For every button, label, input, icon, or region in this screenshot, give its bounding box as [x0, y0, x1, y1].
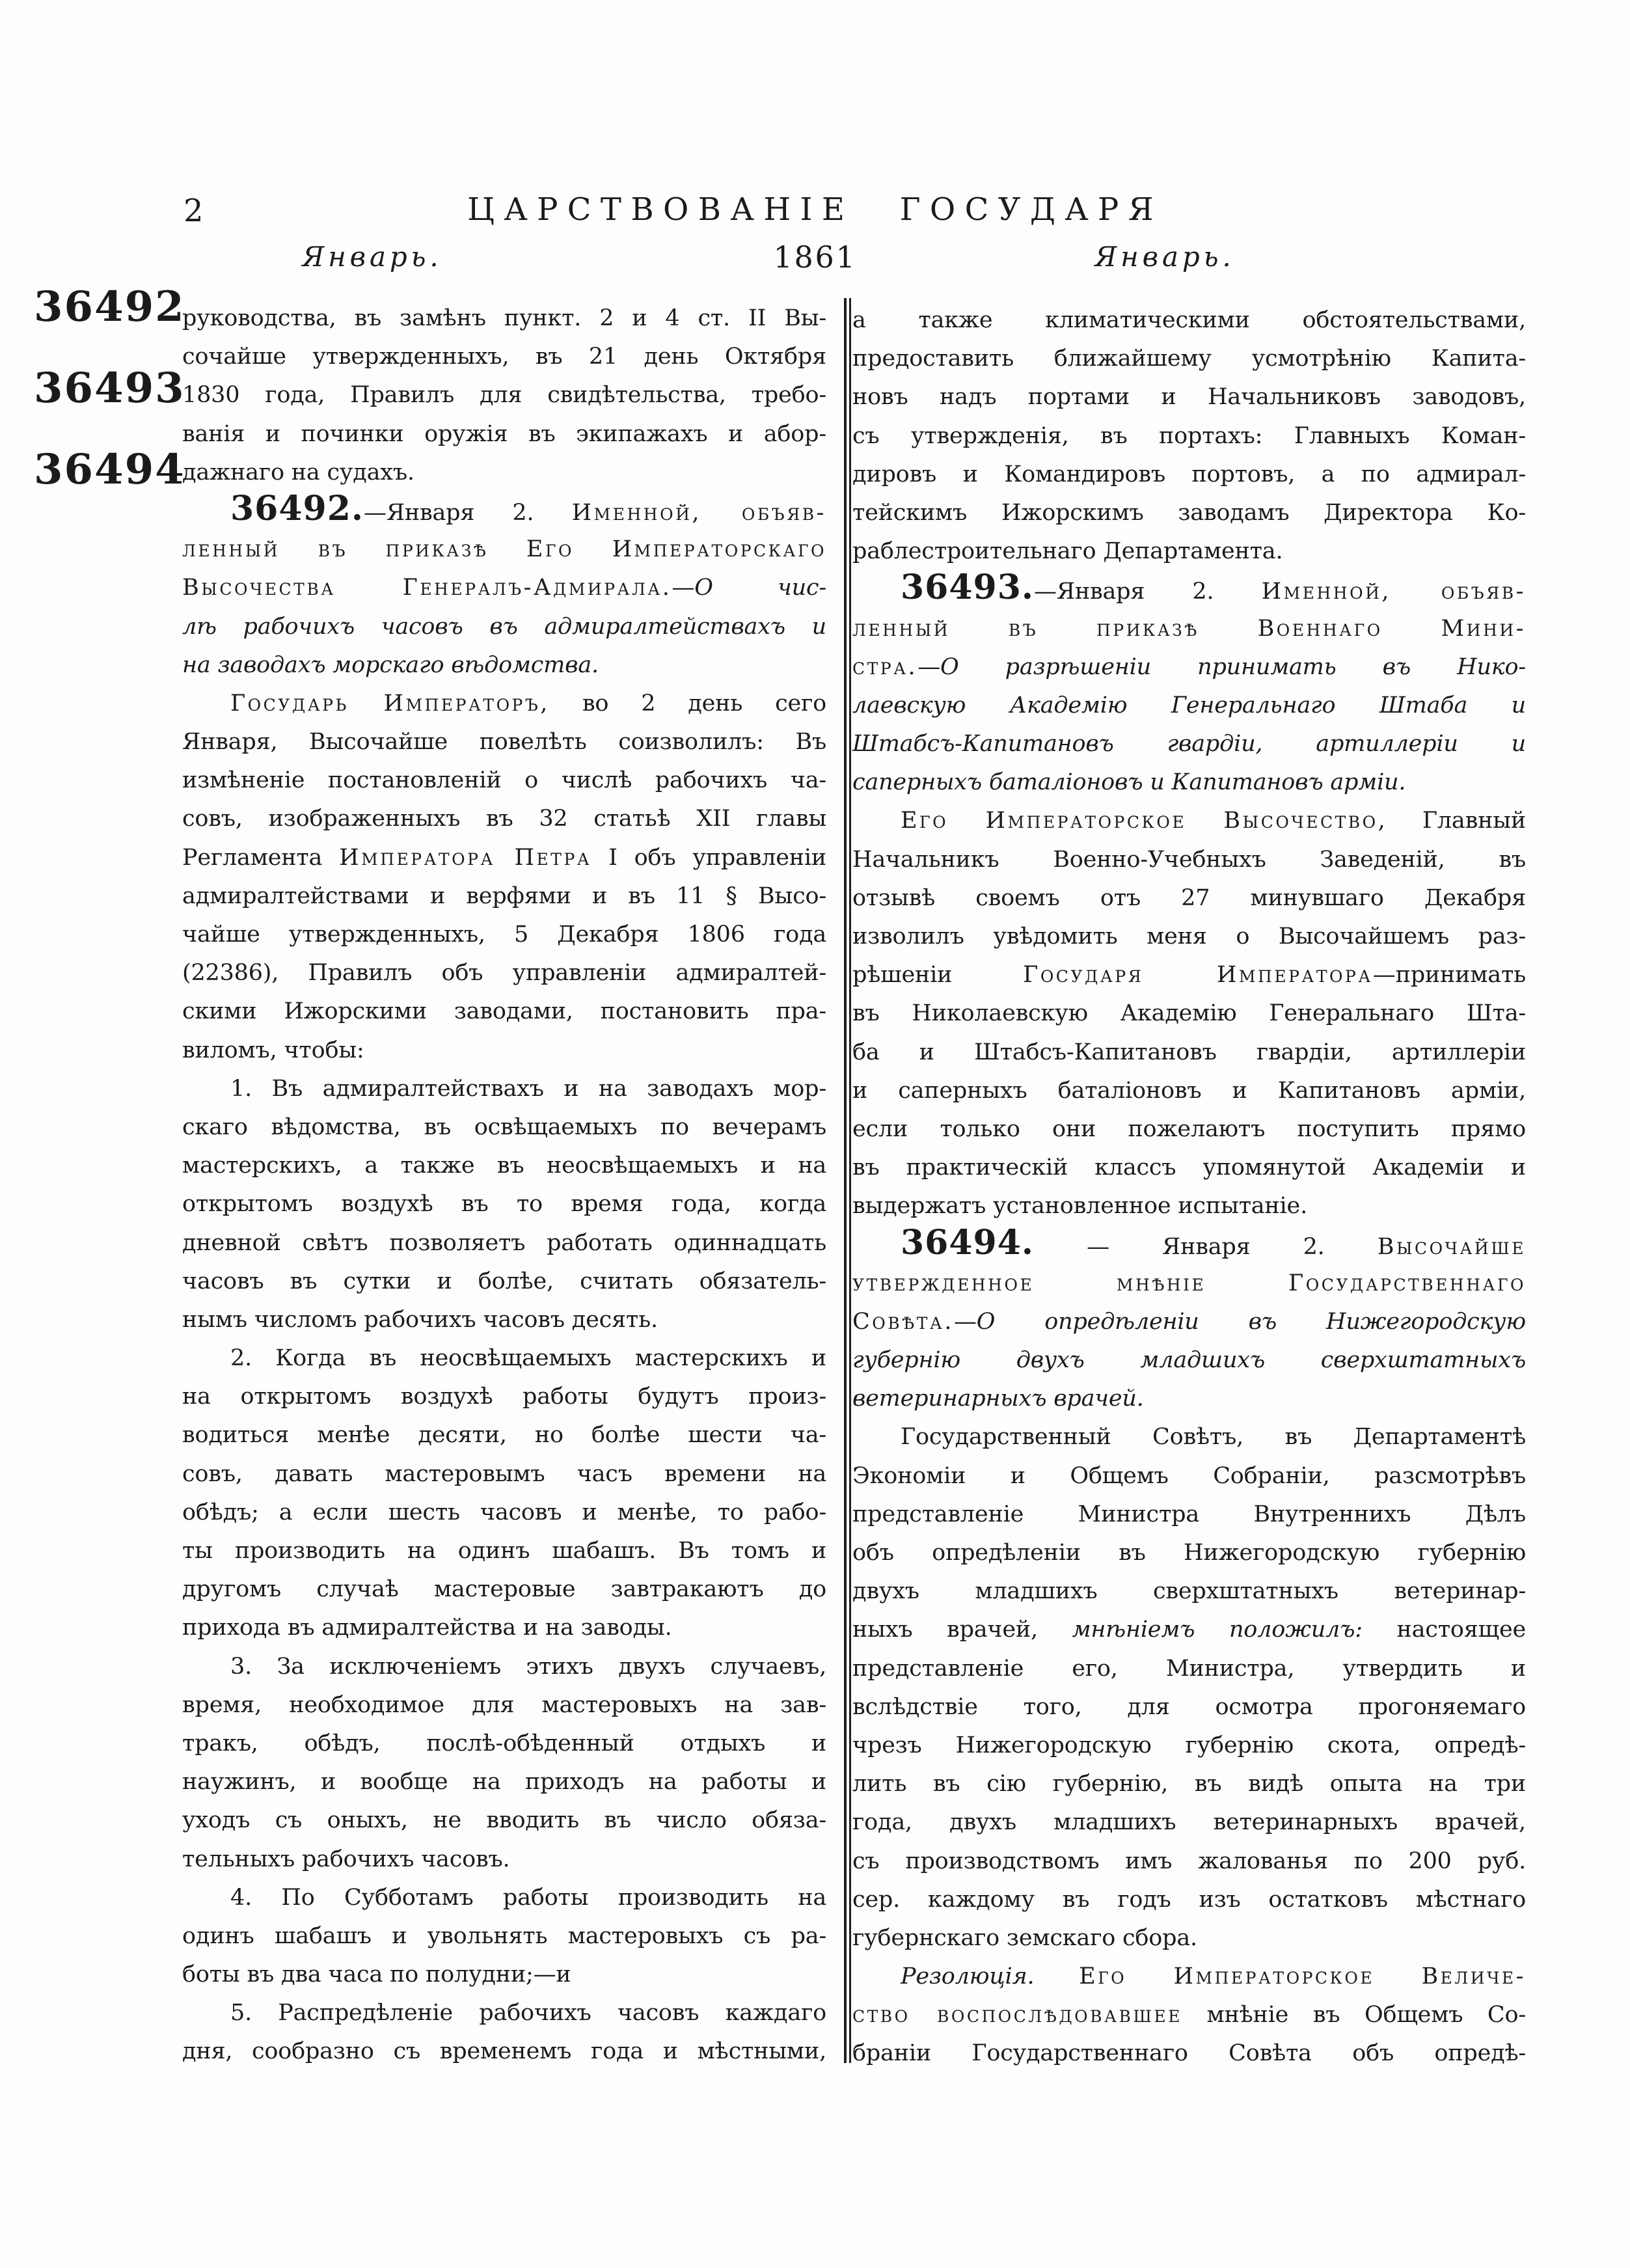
text-line: другомъ случаѣ мастеровые завтракаютъ до	[182, 1576, 826, 1603]
margin-article-number: 36494	[34, 445, 185, 494]
text-line: представленіе его, Министра, утвердить и	[852, 1655, 1526, 1682]
text-line: сочайше утвержденныхъ, въ 21 день Октября	[182, 344, 826, 370]
text-line: Высочества Генералъ-Адмирала.—О чис-	[182, 575, 826, 601]
text-line: совъ, изображенныхъ въ 32 статьѣ XII главы	[182, 806, 826, 832]
text-line: открытомъ воздухѣ въ то время года, когда	[182, 1191, 826, 1218]
text-line: дажнаго на судахъ.	[182, 459, 414, 485]
text-line: часовъ въ сутки и болѣе, считать обязатель-	[182, 1268, 826, 1294]
text-line: рѣшеніи Государя Императора—принимать	[852, 962, 1526, 989]
text-line: водиться менѣе десяти, но болѣе шести ча-	[182, 1422, 826, 1449]
text-line: тейскимъ Ижорскимъ заводамъ Директора Ко-	[852, 499, 1526, 526]
text-line: ветеринарныхъ врачей.	[852, 1386, 1144, 1412]
text-line: Совѣта.—О опредѣленіи въ Нижегородскую	[852, 1308, 1526, 1335]
text-line: лѣ рабочихъ часовъ въ адмиралтействахъ и	[182, 613, 826, 640]
text-line: чайше утвержденныхъ, 5 Декабря 1806 года	[182, 922, 826, 948]
text-column-left	[182, 299, 826, 2071]
text-line: Штабсъ-Капитановъ гвардіи, артиллеріи и	[852, 731, 1526, 758]
text-line: время, необходимое для мастеровыхъ на зав-	[182, 1691, 826, 1718]
margin-article-number: 36493	[34, 364, 185, 413]
text-line: ба и Штабсъ-Капитановъ гвардіи, артиллеріи	[852, 1039, 1526, 1065]
text-line: уходъ съ оныхъ, не вводить въ число обяза-	[182, 1807, 826, 1834]
text-line: 36494. — Января 2. Высочайше	[901, 1222, 1526, 1263]
text-column-right	[852, 301, 1526, 2073]
text-line: лить въ сію губернію, въ видѣ опыта на три	[852, 1771, 1526, 1797]
text-line: ство воспослѣдовавшее мнѣніе въ Общемъ Со-	[852, 2002, 1526, 2029]
text-line: адмиралтействами и верфями и въ 11 § Высо-	[182, 882, 826, 909]
text-line: лаевскую Академію Генеральнаго Штаба и	[852, 692, 1526, 718]
text-line: Января, Высочайше повелѣть соизволилъ: Въ	[182, 729, 826, 756]
text-line: новъ надъ портами и Начальниковъ заводовъ,	[852, 384, 1526, 411]
text-line: Государь Императоръ, во 2 день сего	[230, 690, 826, 717]
text-line: если только они пожелаютъ поступить прямо	[852, 1115, 1526, 1142]
text-line: на открытомъ воздухѣ работы будутъ произ-	[182, 1384, 826, 1410]
text-line: ленный въ приказѣ Военнаго Мини-	[852, 615, 1526, 642]
text-line: на заводахъ морскаго вѣдомства.	[182, 651, 599, 678]
text-line: Его Императорское Высочество, Главный	[901, 808, 1526, 834]
text-line: Регламента Императора Петра I объ управленіи	[182, 844, 826, 871]
text-line: саперныхъ баталіоновъ и Капитановъ арміи.	[852, 769, 1406, 796]
text-line: ванія и починки оружія въ экипажахъ и абор-	[182, 420, 826, 447]
text-line: совъ, давать мастеровымъ часъ времени на	[182, 1460, 826, 1487]
text-line: мастерскихъ, а также въ неосвѣщаемыхъ и на	[182, 1153, 826, 1179]
text-line: объ опредѣленіи въ Нижегородскую губернію	[852, 1540, 1526, 1566]
text-line: раблестроительнаго Департамента.	[852, 538, 1283, 565]
text-line: въ практическій классъ упомянутой Академіи и	[852, 1154, 1526, 1181]
text-line: въ Николаевскую Академію Генеральнаго Шта-	[852, 1000, 1526, 1027]
text-line: отзывѣ своемъ отъ 27 минувшаго Декабря	[852, 884, 1526, 911]
text-line: (22386), Правилъ объ управленіи адмиралтей-	[182, 960, 826, 987]
text-line: ныхъ врачей, мнѣніемъ положилъ: настоящее	[852, 1617, 1526, 1643]
text-line: тельныхъ рабочихъ часовъ.	[182, 1846, 510, 1872]
text-line: двухъ младшихъ сверхштатныхъ ветеринар-	[852, 1578, 1526, 1605]
text-line: чрезъ Нижегородскую губернію скота, опредѣ-	[852, 1732, 1526, 1758]
text-line: года, двухъ младшихъ ветеринарныхъ врачей,	[852, 1809, 1526, 1836]
text-line: 36492.—Января 2. Именной, объяв-	[230, 488, 826, 528]
text-line: предоставить ближайшему усмотрѣнію Капита-	[852, 346, 1526, 372]
running-head-month-right: Январь.	[1094, 241, 1235, 273]
text-line: сер. каждому въ годъ изъ остатковъ мѣстнаго	[852, 1886, 1526, 1913]
page-title: ЦАРСТВОВАНІЕ ГОСУДАРЯ	[467, 191, 1163, 228]
text-line: Государственный Совѣтъ, въ Департаментѣ	[901, 1424, 1526, 1451]
text-line: 4. По Субботамъ работы производить на	[230, 1884, 826, 1911]
text-line: стра.—О разрѣшеніи принимать въ Нико-	[852, 653, 1526, 680]
text-line: нымъ числомъ рабочихъ часовъ десять.	[182, 1306, 658, 1333]
text-line: ленный въ приказѣ Его Императорскаго	[182, 536, 826, 563]
text-line: представленіе Министра Внутреннихъ Дѣлъ	[852, 1501, 1526, 1527]
text-line: выдержатъ установленное испытаніе.	[852, 1193, 1307, 1220]
text-line: и саперныхъ баталіоновъ и Капитановъ арміи,	[852, 1077, 1526, 1104]
text-line: вслѣдствіе того, для осмотра прогоняемаго	[852, 1693, 1526, 1720]
text-line: обѣдъ; а если шесть часовъ и менѣе, то рабо-	[182, 1499, 826, 1525]
text-line: скаго вѣдомства, въ освѣщаемыхъ по вечерамъ	[182, 1114, 826, 1140]
running-head-year: 1861	[773, 239, 857, 275]
text-line: наужинъ, и вообще на приходъ на работы и	[182, 1769, 826, 1796]
text-line: Начальникъ Военно-Учебныхъ Заведеній, въ	[852, 846, 1526, 873]
text-line: 2. Когда въ неосвѣщаемыхъ мастерскихъ и	[230, 1345, 826, 1372]
text-line: съ производствомъ имъ жалованья по 200 руб.	[852, 1848, 1526, 1874]
text-line: 3. За исключеніемъ этихъ двухъ случаевъ,	[230, 1653, 826, 1680]
text-line: виломъ, чтобы:	[182, 1037, 364, 1063]
text-line: 36493.—Января 2. Именной, объяв-	[901, 567, 1526, 608]
text-line: браніи Государственнаго Совѣта объ опредѣ-	[852, 2040, 1526, 2067]
text-line: дня, сообразно съ временемъ года и мѣстными,	[182, 2038, 826, 2065]
text-line: съ утвержденія, въ портахъ: Главныхъ Коман-	[852, 422, 1526, 449]
text-line: а также климатическими обстоятельствами,	[852, 307, 1526, 333]
text-line: губернію двухъ младшихъ сверхштатныхъ	[852, 1347, 1526, 1374]
text-line: скими Ижорскими заводами, постановить пра-	[182, 998, 826, 1025]
text-line: ты производить на одинъ шабашъ. Въ томъ и	[182, 1538, 826, 1564]
text-line: прихода въ адмиралтейства и на заводы.	[182, 1615, 672, 1641]
text-line: Экономіи и Общемъ Собраніи, разсмотрѣвъ	[852, 1462, 1526, 1489]
margin-article-number: 36492	[34, 282, 185, 331]
text-line: тракъ, обѣдъ, послѣ-обѣденный отдыхъ и	[182, 1730, 826, 1756]
column-divider-rule	[844, 298, 851, 2063]
page-number: 2	[183, 193, 204, 229]
text-line: дневной свѣтъ позволяетъ работать одиннадцать	[182, 1229, 826, 1256]
text-line: 1830 года, Правилъ для свидѣтельства, требо-	[182, 382, 826, 409]
running-head-month-left: Январь.	[302, 241, 442, 273]
text-line: боты въ два часа по полудни;—и	[182, 1961, 571, 1988]
text-line: Резолюція. Его Императорское Величе-	[901, 1963, 1526, 1990]
text-line: 1. Въ адмиралтействахъ и на заводахъ мор-	[230, 1075, 826, 1102]
margin-article-numbers	[34, 282, 185, 530]
text-line: измѣненіе постановленій о числѣ рабочихъ ча-	[182, 767, 826, 794]
text-line: утвержденное мнѣніе Государственнаго	[852, 1270, 1526, 1296]
text-line: одинъ шабашъ и увольнять мастеровыхъ съ ра-	[182, 1922, 826, 1949]
text-line: руководства, въ замѣнъ пункт. 2 и 4 ст. II Вы-	[182, 305, 826, 331]
text-line: 5. Распредѣленіе рабочихъ часовъ каждаго	[230, 2000, 826, 2027]
text-line: губернскаго земскаго сбора.	[852, 1924, 1197, 1951]
text-line: изволилъ увѣдомить меня о Высочайшемъ раз-	[852, 923, 1526, 950]
text-line: дировъ и Командировъ портовъ, а по адмирал-	[852, 461, 1526, 487]
